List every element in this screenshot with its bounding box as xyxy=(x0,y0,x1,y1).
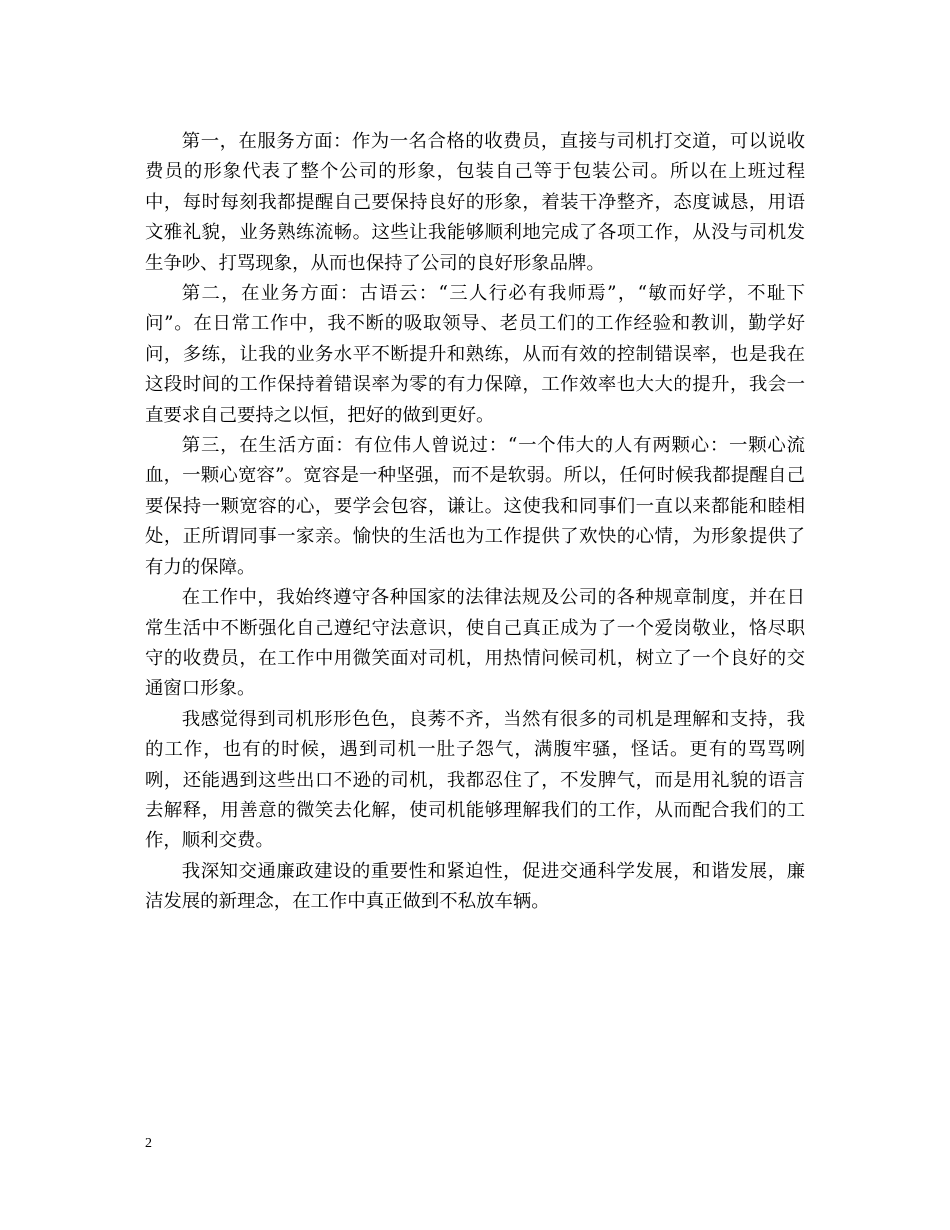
paragraph-integrity: 我深知交通廉政建设的重要性和紧迫性，促进交通科学发展，和谐发展，廉洁发展的新理念，在工作中真正做到不私放车辆。 xyxy=(145,860,805,913)
paragraph-drivers: 我感觉得到司机形形色色，良莠不齐，当然有很多的司机是理解和支持，我的工作，也有的时候，遇到司机一肚子怨气，满腹牢骚，怪话。更有的骂骂咧咧，还能遇到这些出口不逊的司机，我都忍住了，不发脾气，而是用礼貌的语言去解释，用善意的微笑去化解，使司机能够理解我们的工作，从而配合我们的工作，顺利交费。 xyxy=(145,708,805,852)
paragraph-life: 第三，在生活方面：有位伟人曾说过：“一个伟大的人有两颗心：一颗心流血，一颗心宽容”。宽容是一种坚强，而不是软弱。所以，任何时候我都提醒自己要保持一颗宽容的心，要学会包容，谦让。这使我和同事们一直以来都能和睦相处，正所谓同事一家亲。愉快的生活也为工作提供了欢快的心情，为形象提供了有力的保障。 xyxy=(145,435,805,578)
paragraph-business: 第二，在业务方面：古语云：“三人行必有我师焉”，“敏而好学，不耻下问”。在日常工作中，我不断的吸取领导、老员工们的工作经验和教训，勤学好问，多练，让我的业务水平不断提升和熟练，从而有效的控制错误率，也是我在这段时间的工作保持着错误率为零的有力保障，工作效率也大大的提升，我会一直要求自己要持之以恒，把好的做到更好。 xyxy=(145,283,805,426)
paragraph-work-discipline: 在工作中，我始终遵守各种国家的法律法规及公司的各种规章制度，并在日常生活中不断强化自己遵纪守法意识，使自己真正成为了一个爱岗敬业，恪尽职守的收费员，在工作中用微笑面对司机，用热情问候司机，树立了一个良好的交通窗口形象。 xyxy=(145,587,805,700)
document-body xyxy=(145,127,805,918)
paragraph-service: 第一，在服务方面：作为一名合格的收费员，直接与司机打交道，可以说收费员的形象代表了整个公司的形象，包装自己等于包装公司。所以在上班过程中，每时每刻我都提醒自己要保持良好的形象，着装干净整齐，态度诚恳，用语文雅礼貌，业务熟练流畅。这些让我能够顺利地完成了各项工作，从没与司机发生争吵、打骂现象，从而也保持了公司的良好形象品牌。 xyxy=(145,131,805,274)
page-number: 2 xyxy=(145,1136,152,1151)
